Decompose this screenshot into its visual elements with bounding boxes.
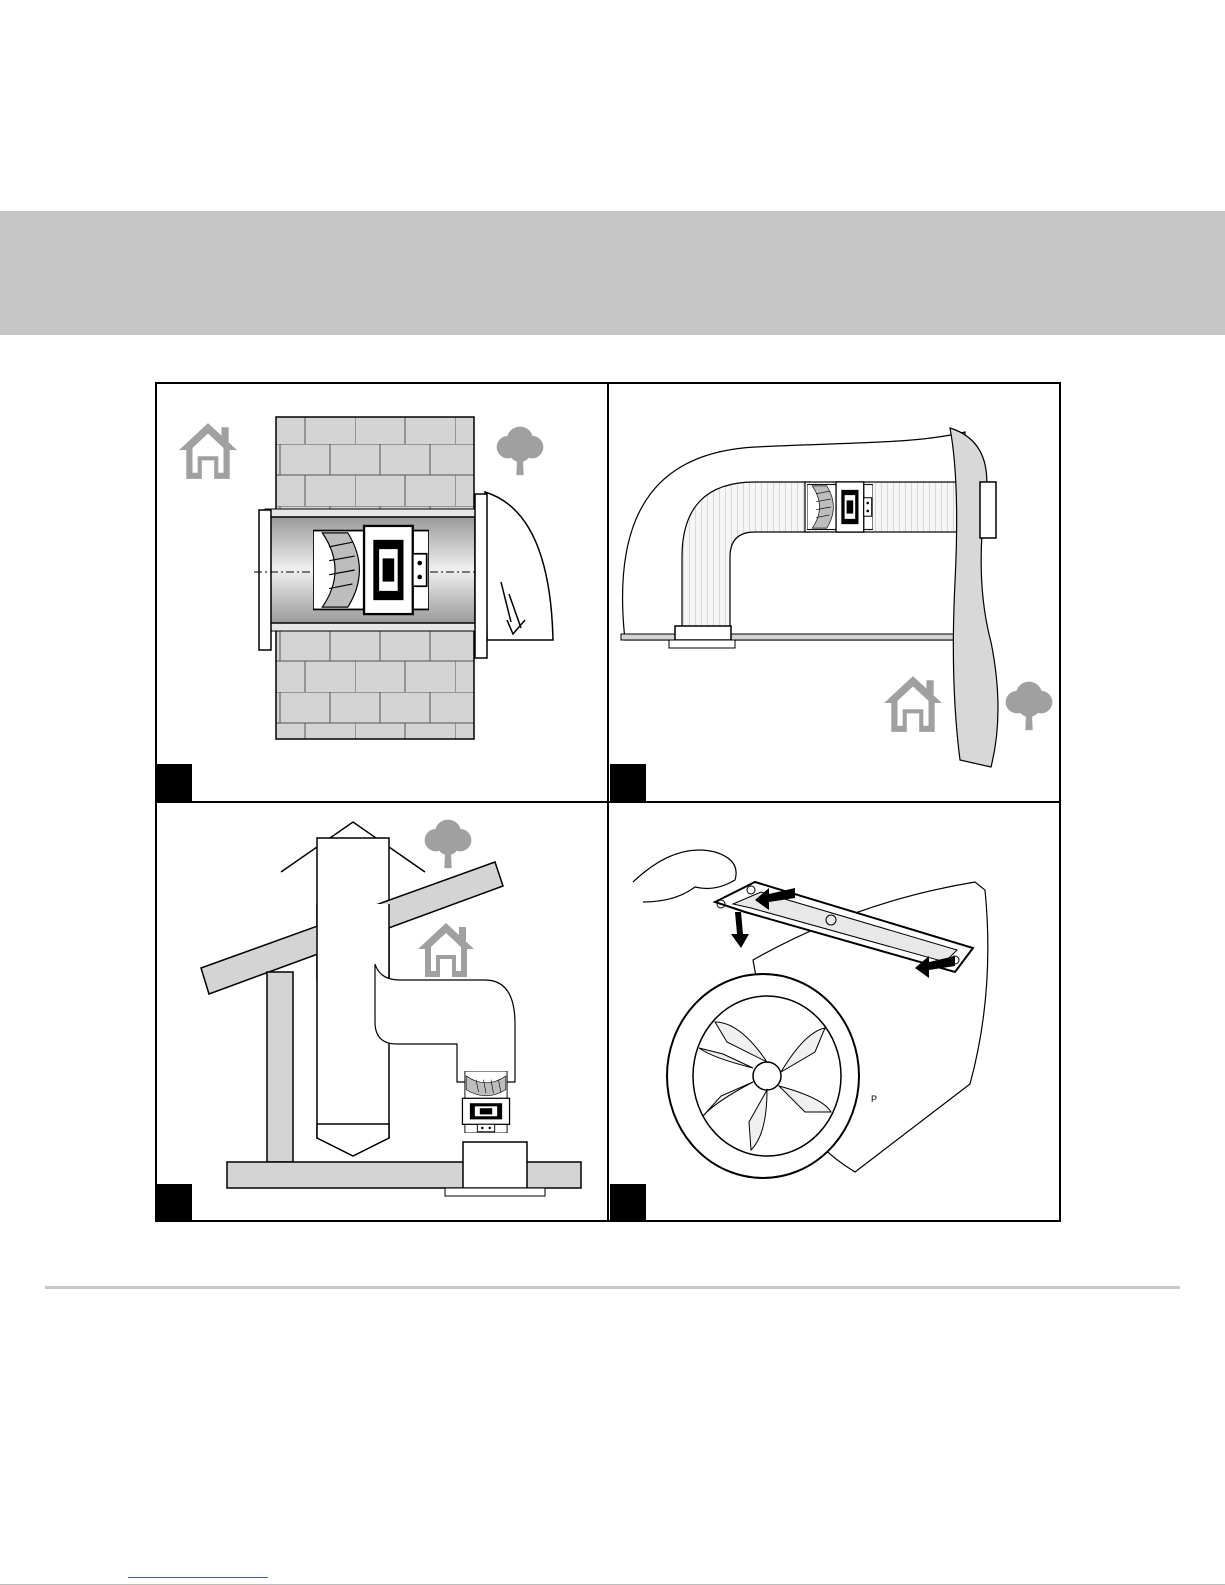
section-divider: [45, 1286, 1180, 1289]
figure-3-number: [156, 1184, 192, 1222]
language-badge: [1107, 474, 1181, 512]
fan-marking: P: [871, 1094, 878, 1104]
figure-1-number: [156, 764, 192, 802]
figure-2-number: [610, 764, 646, 802]
figure-4-number: [610, 1184, 646, 1222]
installation-figures: [155, 382, 1073, 1234]
header-band: [0, 211, 1225, 335]
footer-link-underline[interactable]: [128, 1577, 268, 1578]
